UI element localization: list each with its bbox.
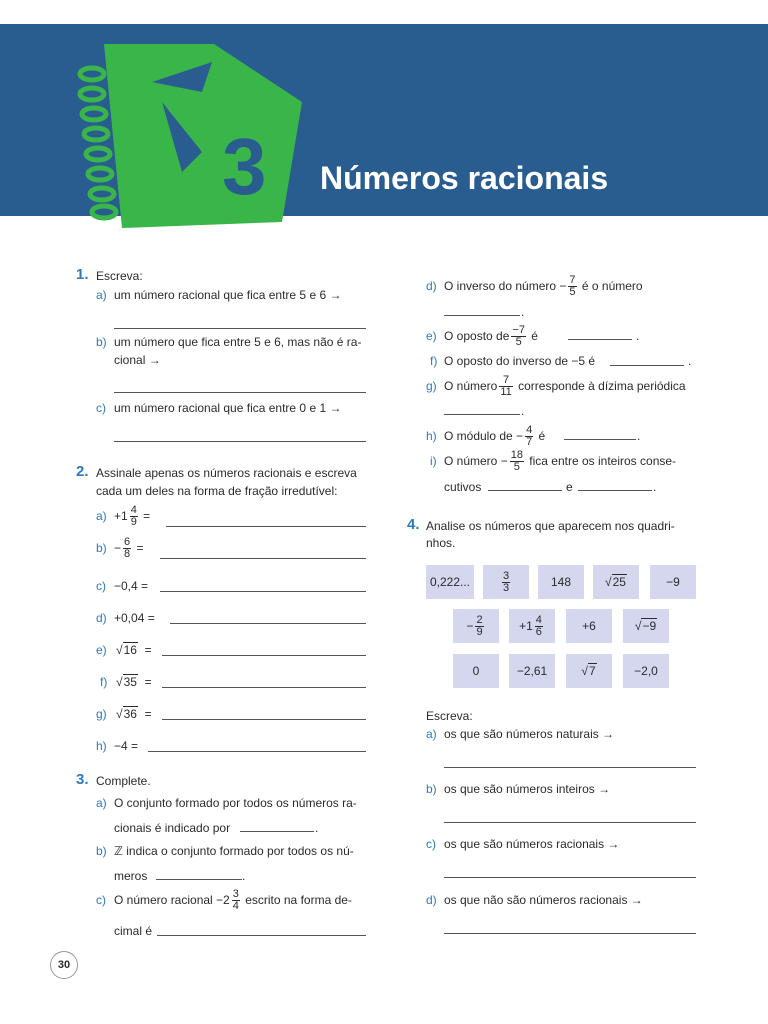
question-3-number: 3.	[76, 771, 89, 788]
notebook-logo-icon	[52, 22, 312, 238]
question-4-line2: nhos.	[426, 536, 456, 550]
q2d-answer-line[interactable]	[170, 623, 366, 624]
q2c-text: −0,4 =	[114, 579, 149, 593]
q2d-text: +0,04 =	[114, 611, 155, 625]
q4-escreva: Escreva:	[426, 709, 473, 723]
question-4-line1: Analise os números que aparecem nos quadri-	[426, 519, 675, 533]
q3b-line2: meros	[114, 869, 148, 883]
q2h-cont-letter: h)	[426, 429, 437, 443]
q2g-expression: √36 =	[116, 707, 152, 721]
number-box: +6	[566, 609, 612, 643]
q2i-cont-line2: cutivos	[444, 480, 482, 494]
q3a-end: .	[315, 821, 319, 835]
number-box: − $\frac{2}{9}$	[453, 609, 499, 643]
number-box: $\frac{3}{3}$	[483, 565, 529, 599]
q2h-answer-line[interactable]	[148, 751, 366, 752]
question-3-prompt: Complete.	[96, 774, 151, 788]
q1c-letter: c)	[96, 401, 106, 415]
q2i-cont-answer-line-1[interactable]	[488, 490, 562, 491]
q4d-text: os que não são números racionais →	[444, 893, 643, 907]
q1b-letter: b)	[96, 335, 107, 349]
number-box: +1 $\frac{4}{6}$	[509, 609, 555, 643]
q2g-cont-answer-line[interactable]	[444, 414, 520, 415]
q2f-cont-answer-line[interactable]	[610, 365, 684, 366]
q3a-answer-line[interactable]	[240, 831, 314, 832]
question-2-number: 2.	[76, 463, 89, 480]
q4a-answer-line[interactable]	[444, 767, 696, 768]
q4b-text: os que são números inteiros →	[444, 782, 611, 796]
q2g-cont-end: .	[521, 404, 525, 418]
q2d-cont-letter: d)	[426, 279, 437, 293]
q2d-letter: d)	[96, 611, 107, 625]
q2e-expression: √16 =	[116, 643, 152, 657]
q2e-cont-end: .	[636, 329, 640, 343]
q2b-answer-line[interactable]	[160, 558, 366, 559]
q2g-cont-expression: O número $\frac{7}{11}$ corresponde à dízima periódica	[444, 374, 686, 399]
q2a-letter: a)	[96, 509, 107, 523]
q1a-text: um número racional que fica entre 5 e 6 →	[114, 288, 342, 302]
q4c-letter: c)	[426, 837, 436, 851]
number-box: 0	[453, 654, 499, 688]
q2h-cont-answer-line[interactable]	[564, 439, 636, 440]
q2c-letter: c)	[96, 579, 106, 593]
q2a-expression: +1 $\frac{4}{9}$ =	[114, 504, 151, 529]
q1b-line1: um número que fica entre 5 e 6, mas não é ra-	[114, 335, 362, 349]
q4d-answer-line[interactable]	[444, 933, 696, 934]
q2f-letter: f)	[100, 675, 108, 689]
question-2-line1: Assinale apenas os números racionais e escreva	[96, 466, 357, 480]
q1c-answer-line[interactable]	[114, 441, 366, 442]
q4c-answer-line[interactable]	[444, 877, 696, 878]
q4a-letter: a)	[426, 727, 437, 741]
q1c-text: um número racional que fica entre 0 e 1 →	[114, 401, 342, 415]
q2g-letter: g)	[96, 707, 107, 721]
q2d-cont-end: .	[521, 305, 525, 319]
q2e-cont-expression: O oposto de $\frac{-7}{5}$ é	[444, 324, 538, 349]
q2e-letter: e)	[96, 643, 107, 657]
q2e-answer-line[interactable]	[162, 655, 366, 656]
q2f-cont-text: O oposto do inverso de −5 é	[444, 354, 596, 368]
q2g-cont-letter: g)	[426, 379, 437, 393]
q2f-cont-end: .	[688, 354, 692, 368]
q1b-line2: cional →	[114, 353, 161, 367]
question-1-number: 1.	[76, 266, 89, 283]
number-box: √ −9	[623, 609, 669, 643]
number-box: 0,222...	[426, 565, 474, 599]
q3c-expression: O número racional −2 $\frac{3}{4}$ escrito na forma de-	[114, 888, 352, 913]
q2h-text: −4 =	[114, 739, 139, 753]
q2h-cont-expression: O módulo de − $\frac{4}{7}$ é	[444, 424, 546, 449]
q3a-letter: a)	[96, 796, 107, 810]
q2b-letter: b)	[96, 541, 107, 555]
q4b-answer-line[interactable]	[444, 822, 696, 823]
q2h-cont-end: .	[637, 429, 641, 443]
number-box: √ 25	[593, 565, 639, 599]
number-box: −9	[650, 565, 696, 599]
chapter-title: Números racionais	[320, 160, 609, 196]
q2i-cont-letter: i)	[430, 454, 437, 468]
q4a-text: os que são números naturais →	[444, 727, 615, 741]
number-box: −2,0	[623, 654, 669, 688]
q1a-answer-line[interactable]	[114, 328, 366, 329]
q3c-answer-line[interactable]	[157, 935, 366, 936]
q3b-end: .	[242, 869, 246, 883]
q3b-answer-line[interactable]	[156, 879, 242, 880]
q2d-cont-answer-line[interactable]	[444, 315, 520, 316]
q2f-answer-line[interactable]	[162, 687, 366, 688]
q2f-cont-letter: f)	[430, 354, 438, 368]
q4b-letter: b)	[426, 782, 437, 796]
q2e-cont-letter: e)	[426, 329, 437, 343]
q2i-cont-mid: e	[566, 480, 573, 494]
q1b-answer-line[interactable]	[114, 392, 366, 393]
q3c-line2: cimal é	[114, 924, 153, 938]
q2b-expression: − $\frac{6}{8}$ =	[114, 536, 144, 561]
number-box: −2,61	[509, 654, 555, 688]
q2i-cont-end: .	[653, 480, 657, 494]
q2f-expression: √35 =	[116, 675, 152, 689]
number-box: √ 7	[566, 654, 612, 688]
q2i-cont-expression: O número − $\frac{18}{5}$ fica entre os inteiros conse-	[444, 449, 677, 474]
q1a-letter: a)	[96, 288, 107, 302]
question-2-line2: cada um deles na forma de fração irredutível:	[96, 484, 338, 498]
q2e-cont-answer-line[interactable]	[568, 339, 632, 340]
question-1-prompt: Escreva:	[96, 269, 143, 283]
q2d-cont-expression: O inverso do número − $\frac{7}{5}$ é o número	[444, 274, 643, 299]
chapter-number: 3	[222, 122, 267, 211]
number-box: 148	[538, 565, 584, 599]
q4c-text: os que são números racionais →	[444, 837, 620, 851]
q2a-answer-line[interactable]	[166, 526, 366, 527]
q3a-line2: cionais é indicado por	[114, 821, 231, 835]
q4d-letter: d)	[426, 893, 437, 907]
q2c-answer-line[interactable]	[160, 591, 366, 592]
q3c-letter: c)	[96, 893, 106, 907]
page-number: 30	[50, 951, 78, 979]
q3a-line1: O conjunto formado por todos os números ra-	[114, 796, 357, 810]
q2g-answer-line[interactable]	[162, 719, 366, 720]
q2h-letter: h)	[96, 739, 107, 753]
question-4-number: 4.	[407, 516, 420, 533]
q3b-letter: b)	[96, 844, 107, 858]
q3b-line1: ℤ indica o conjunto formado por todos os nú-	[114, 844, 354, 858]
q2i-cont-answer-line-2[interactable]	[578, 490, 652, 491]
